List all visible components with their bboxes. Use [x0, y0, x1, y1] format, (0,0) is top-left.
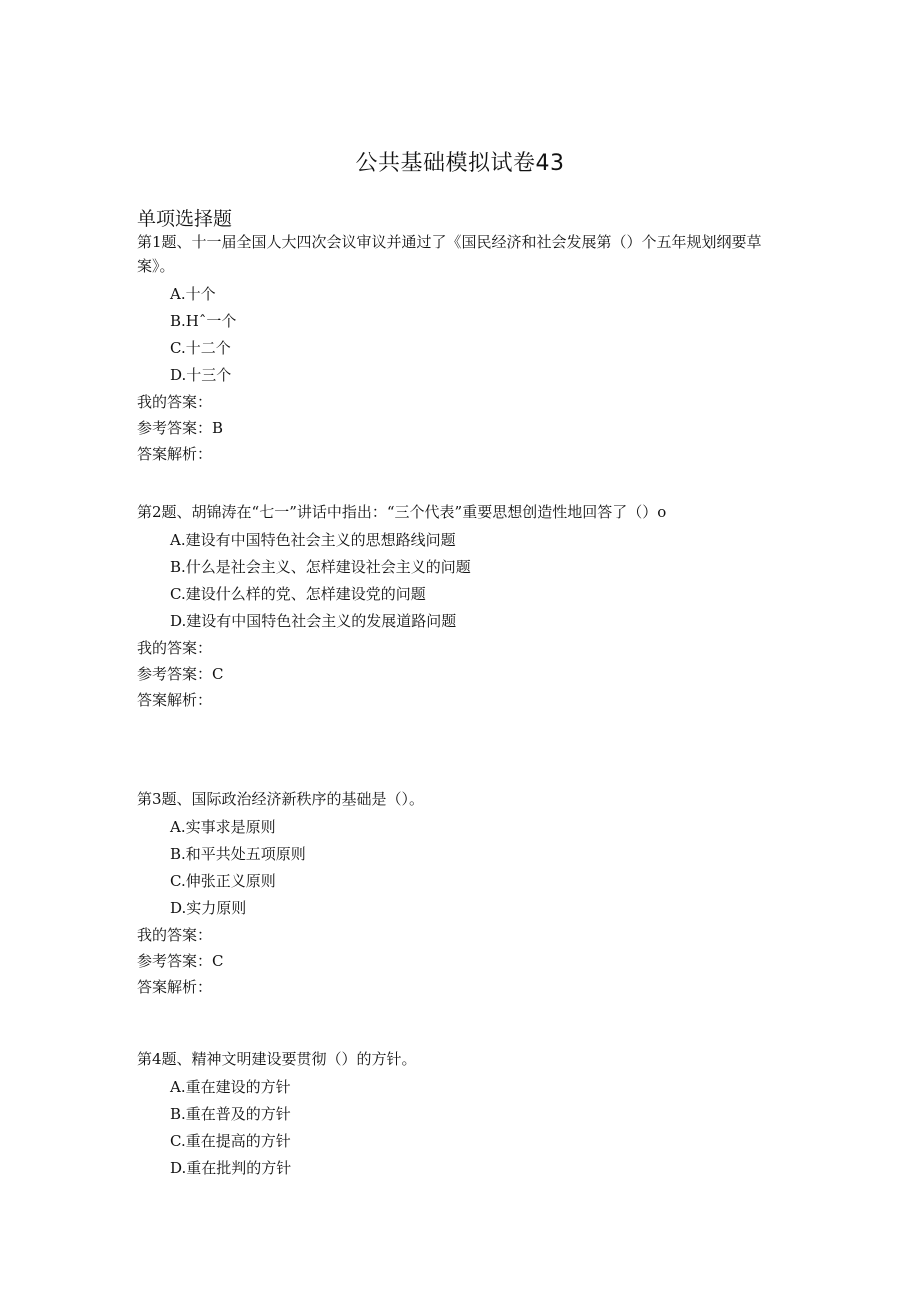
option-c: C.伸张正义原则	[170, 872, 276, 890]
option-a: A.实事求是原则	[170, 818, 276, 836]
reference-answer	[137, 948, 787, 974]
reference-answer-label: 参考答案：	[137, 419, 213, 437]
option-b: B.什么是社会主义、怎样建设社会主义的问题	[170, 558, 471, 576]
question-stem: 第3题、国际政治经济新秩序的基础是（）。	[137, 790, 425, 808]
question-2	[137, 500, 787, 713]
option-d: D.建设有中国特色社会主义的发展道路问题	[170, 612, 457, 630]
option-b: B.重在普及的方针	[170, 1105, 291, 1123]
option-a: A.十个	[170, 285, 216, 303]
reference-answer-label: 参考答案：	[137, 952, 213, 970]
reference-answer	[137, 415, 787, 441]
question-3	[137, 787, 787, 1000]
reference-answer-value: C	[212, 952, 224, 970]
my-answer-label: 我的答案：	[137, 393, 213, 411]
option-d: D.重在批判的方针	[170, 1159, 292, 1177]
question-1	[137, 230, 787, 467]
my-answer-label: 我的答案：	[137, 926, 213, 944]
my-answer-label: 我的答案：	[137, 639, 213, 657]
analysis-label: 答案解析：	[137, 978, 213, 996]
reference-answer-value: C	[212, 665, 224, 683]
question-stem: 第2题、胡锦涛在“七一”讲话中指出：“三个代表”重要思想创造性地回答了（）o	[137, 503, 667, 521]
question-stem: 第4题、精神文明建设要贯彻（）的方针。	[137, 1050, 417, 1068]
reference-answer	[137, 661, 787, 687]
option-a: A.建设有中国特色社会主义的思想路线问题	[170, 531, 456, 549]
option-c: C.重在提高的方针	[170, 1132, 291, 1150]
option-c: C.建设什么样的党、怎样建设党的问题	[170, 585, 426, 603]
option-d: D.实力原则	[170, 899, 247, 917]
option-d: D.十三个	[170, 366, 232, 384]
option-b: B.Hˆ一个	[170, 312, 237, 330]
option-b: B.和平共处五项原则	[170, 845, 306, 863]
reference-answer-value: B	[212, 419, 224, 437]
option-a: A.重在建设的方针	[170, 1078, 291, 1096]
document-title: 公共基础模拟试卷43	[355, 151, 565, 176]
option-c: C.十二个	[170, 339, 231, 357]
analysis-label: 答案解析：	[137, 445, 213, 463]
reference-answer-label: 参考答案：	[137, 665, 213, 683]
question-stem: 第1题、十一届全国人大四次会议审议并通过了《国民经济和社会发展第（）个五年规划纲要草案》。	[137, 233, 762, 275]
section-heading: 单项选择题	[137, 208, 233, 230]
question-4	[137, 1047, 787, 1182]
analysis-label: 答案解析：	[137, 691, 213, 709]
